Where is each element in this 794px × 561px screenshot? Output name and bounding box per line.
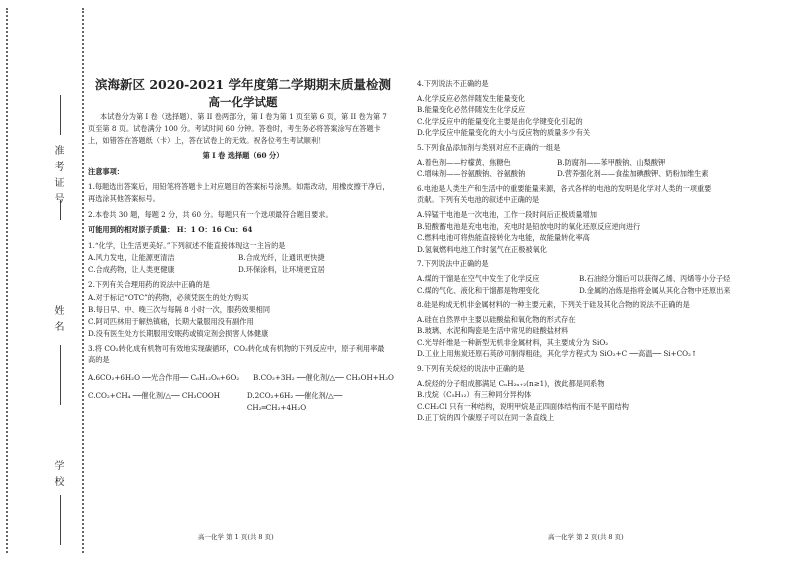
q4-option-a[interactable]: A.化学反应必然伴随发生能量变化 <box>417 93 526 103</box>
q7-options-row <box>417 285 787 297</box>
exam-title: 滨海新区 2020-2021 学年度第二学期期末质量检测 <box>95 77 391 92</box>
q5-option-c[interactable]: C.增味剂——谷氨酸钠、谷氨酸钠 <box>417 169 526 179</box>
q6-option-b[interactable]: B.铅酸蓄电池是充电电池，充电时是铅放电时的氧化还原反应逆向进行 <box>417 221 641 231</box>
school-line[interactable] <box>60 495 61 545</box>
q1-options-row <box>88 252 398 264</box>
binding-margin <box>0 0 90 561</box>
question-6-cont: 贡献。下列有关电池的叙述中正确的是 <box>417 195 540 205</box>
exam-subtitle: 高一化学试题 <box>208 95 278 109</box>
name-label: 姓名 <box>52 305 63 337</box>
intro-line: 页至第 8 页。试卷满分 100 分。考试时间 60 分钟。答卷时，考生务必将答案涂写在答题卡 <box>88 123 381 133</box>
q8-option-b[interactable]: B.玻璃、水泥和陶瓷是生活中常见的硅酸盐材料 <box>417 326 569 336</box>
q5-option-d[interactable]: D.营养强化剂——食盐加碘酸钾、奶粉加维生素 <box>557 169 709 179</box>
q8-option-d[interactable]: D.工业上用焦炭还原石英砂可制得粗硅，其化学方程式为 SiO₂+C ──高温── Si+CO₂↑ <box>417 349 697 359</box>
question-9: 9.下列有关烷烃的说法中正确的是 <box>417 364 525 374</box>
q9-option-a[interactable]: A.烷烃的分子组成都满足 CₙH₂ₙ₊₂(n≥1)，彼此都是同系物 <box>417 378 605 388</box>
exam-id-line-2[interactable] <box>60 200 61 220</box>
q7-option-d[interactable]: D.金属的冶炼是指将金属从其化合物中还原出来 <box>579 285 731 295</box>
exam-id-label: 准考证号 <box>52 145 63 209</box>
q2-option-a[interactable]: A.对于标记“OTC”的药物，必须凭医生的处方购买 <box>88 293 249 303</box>
question-7: 7.下列说法中正确的是 <box>417 259 489 269</box>
page-footer-left: 高一化学 第 1 页(共 8 页) <box>198 533 274 541</box>
atomic-mass-line: 可能用到的相对原子质量： H：1 O：16 Cu：64 <box>88 225 253 235</box>
question-6: 6.电池是人类生产和生活中的重要能量来源，各式各样的电池的发明是化学对人类的一项重要 <box>417 183 712 193</box>
note-line: 2.本卷共 30 题，每题 2 分，共 60 分。每题只有一个选项最符合题目要求。 <box>88 209 333 219</box>
q5-options-row <box>417 157 787 169</box>
question-5: 5.下列食品添加剂与类别对应不正确的一组是 <box>417 142 561 152</box>
q3-option-a[interactable]: A.6CO₂+6H₂O ──光合作用── C₆H₁₂O₆+6O₂ <box>88 373 240 383</box>
q6-option-d[interactable]: D.氢氧燃料电池工作时氢气在正极被氧化 <box>417 244 547 254</box>
q4-option-b[interactable]: B.能量变化必然伴随发生化学反应 <box>417 105 526 115</box>
q5-option-a[interactable]: A.着色剂——柠檬黄、焦糖色 <box>417 157 511 167</box>
q1-option-a[interactable]: A.风力发电，让能源更清洁 <box>88 252 175 262</box>
q4-option-d[interactable]: D.化学反应中能量变化的大小与反应物的质量多少有关 <box>417 128 591 138</box>
q3-option-b[interactable]: B.CO₂+3H₂ ──催化剂/△── CH₃OH+H₂O <box>253 373 394 383</box>
q2-option-c[interactable]: C.阿司匹林用于解热镇痛，长期大量服用没有副作用 <box>88 316 254 326</box>
exam-id-line[interactable] <box>60 95 61 135</box>
cut-line-outer <box>6 8 8 553</box>
q7-option-a[interactable]: A.煤的干馏是在空气中发生了化学反应 <box>417 273 540 283</box>
school-label: 学校 <box>52 460 63 492</box>
q9-option-b[interactable]: B.戊烷（C₅H₁₂）有三种同分异构体 <box>417 390 532 400</box>
q2-option-b[interactable]: B.每日早、中、晚三次与每隔 8 小时一次，服药效果相同 <box>88 305 271 315</box>
note-line: 再选涂其他答案标号。 <box>88 193 160 203</box>
q1-option-b[interactable]: B.合成光纤，让通讯更快捷 <box>238 252 325 262</box>
q9-option-c[interactable]: C.CH₂Cl 只有一种结构，说明甲烷是正四面体结构而不是平面结构 <box>417 401 629 411</box>
question-3-cont: 高的是 <box>88 355 110 365</box>
left-column <box>88 76 398 414</box>
q8-option-c[interactable]: C.光导纤维是一种新型无机非金属材料，其主要成分为 SiO₂ <box>417 337 609 347</box>
intro-line: 本试卷分为第 I 卷（选择题）、第 II 卷两部分，第 I 卷为第 1 页至第 6 页，第 II 卷为第 7 <box>100 112 387 121</box>
q9-option-d[interactable]: D.正丁烷的四个碳原子可以在同一条直线上 <box>417 413 555 423</box>
cut-line-inner <box>82 8 84 553</box>
q6-option-a[interactable]: A.锌锰干电池是一次电池，工作一段时间后正极质量增加 <box>417 209 597 219</box>
q1-options-row <box>88 264 398 276</box>
question-8: 8.硅是构成无机非金属材料的一种主要元素，下列关于硅及其化合物的说法不正确的是 <box>417 300 690 310</box>
q6-option-c[interactable]: C.燃料电池可将热能直接转化为电能，故能量转化率高 <box>417 233 590 243</box>
section-title: 第 I 卷 选择题（60 分） <box>202 151 284 161</box>
q3-options-row <box>88 372 398 384</box>
q8-option-a[interactable]: A.硅在自然界中主要以硅酸盐和氧化物的形式存在 <box>417 314 576 324</box>
q3-option-d[interactable]: D.2CO₂+6H₂ ──催化剂/△── CH₂═CH₂+4H₂O <box>246 390 343 412</box>
name-line[interactable] <box>60 345 61 405</box>
note-line: 1.每题选出答案后，用铅笔将答题卡上对应题目的答案标号涂黑。如需改动，用橡皮擦干净后， <box>88 181 390 191</box>
q7-options-row <box>417 273 787 285</box>
q3-option-c[interactable]: C.CO₂+CH₄ ──催化剂/△── CH₃COOH <box>88 390 221 400</box>
question-2: 2.下列有关合理用药的说法中正确的是 <box>88 279 210 289</box>
notes-title: 注意事项： <box>88 167 124 177</box>
intro-line: 上，如错答在答题纸（卡）上，答在试卷上的无效。祝各位考生考试顺利！ <box>88 135 326 145</box>
q3-options-row <box>88 390 398 414</box>
q5-options-row <box>417 168 787 180</box>
q2-option-d[interactable]: D.没有医生处方长期服用安眠药或镇定剂会损害人体健康 <box>88 328 269 338</box>
question-3: 3.将 CO₂转化成有机物可有效地实现碳循环，CO₂转化成有机物的下列反应中，原子利用率最 <box>88 343 385 353</box>
page-footer-right: 高一化学 第 2 页(共 8 页) <box>548 533 624 541</box>
question-4: 4.下列说法不正确的是 <box>417 79 489 88</box>
q1-option-d[interactable]: D.环保涂料，让环境更宜居 <box>238 264 325 274</box>
q7-option-c[interactable]: C.煤的气化、液化和干馏都是物理变化 <box>417 285 540 295</box>
right-column <box>417 78 787 424</box>
q4-option-c[interactable]: C.化学反应中的能量变化主要是由化学键变化引起的 <box>417 116 583 126</box>
q7-option-b[interactable]: B.石油经分馏后可以获得乙烯、丙烯等小分子烃 <box>579 273 731 283</box>
q5-option-b[interactable]: B.防腐剂——苯甲酸钠、山梨酸钾 <box>557 157 666 167</box>
question-1: 1.“化学，让生活更美好。”下列叙述不能直接体现这一主旨的是 <box>88 241 286 251</box>
q1-option-c[interactable]: C.合成药物，让人类更健康 <box>88 264 175 274</box>
